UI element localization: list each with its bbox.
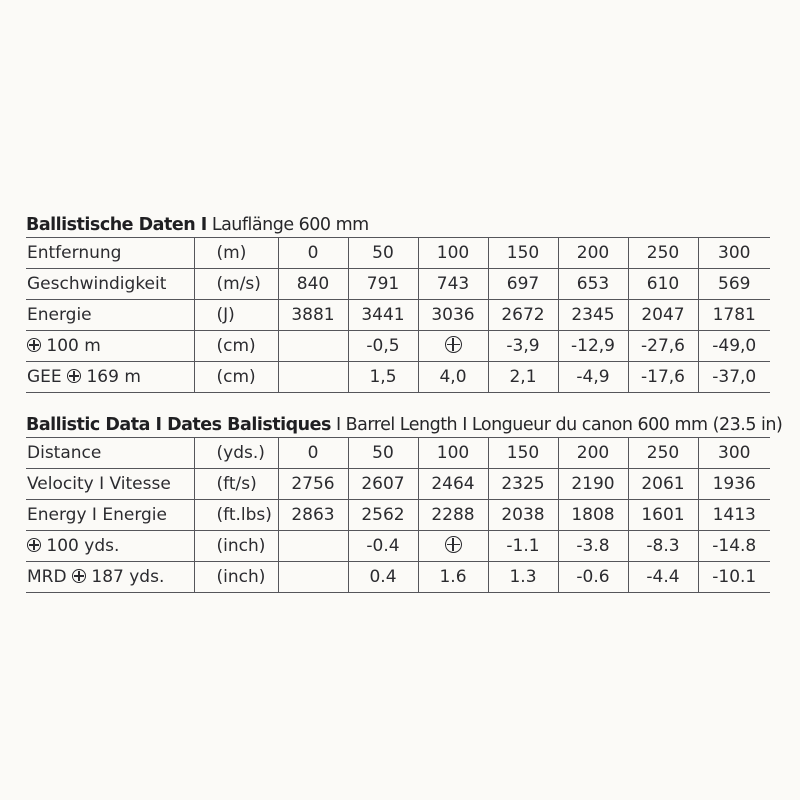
table-cell: 2190 xyxy=(558,469,628,500)
row-label xyxy=(26,362,194,393)
table-row xyxy=(26,531,770,562)
table-row xyxy=(26,500,770,531)
table-cell: 3881 xyxy=(278,300,348,331)
table-cell: 0 xyxy=(278,238,348,269)
row-label-suffix: 187 yds. xyxy=(85,567,165,587)
table-cell xyxy=(418,331,488,362)
table-cell: 2,1 xyxy=(488,362,558,393)
table-cell: 2288 xyxy=(418,500,488,531)
table-cell: 300 xyxy=(698,238,770,269)
row-label: Energie xyxy=(26,300,194,331)
table-row xyxy=(26,469,770,500)
row-unit: (inch) xyxy=(194,562,278,593)
table-cell: 200 xyxy=(558,438,628,469)
table-cell: -12,9 xyxy=(558,331,628,362)
table-cell: 2325 xyxy=(488,469,558,500)
table-cell: -0.6 xyxy=(558,562,628,593)
table-cell: 3036 xyxy=(418,300,488,331)
row-label: Geschwindigkeit xyxy=(26,269,194,300)
row-label-prefix: GEE xyxy=(27,367,68,387)
table-cell: -10.1 xyxy=(698,562,770,593)
row-unit: (inch) xyxy=(194,531,278,562)
table-cell: 791 xyxy=(348,269,418,300)
table-cell: -37,0 xyxy=(698,362,770,393)
table-cell: 697 xyxy=(488,269,558,300)
table-cell: 610 xyxy=(628,269,698,300)
row-unit: (cm) xyxy=(194,331,278,362)
table-cell: 2047 xyxy=(628,300,698,331)
row-label-suffix: 100 yds. xyxy=(41,536,120,556)
table-cell: 743 xyxy=(418,269,488,300)
table-row xyxy=(26,300,770,331)
table-cell xyxy=(278,562,348,593)
table-cell: 2038 xyxy=(488,500,558,531)
data-table xyxy=(26,237,770,393)
table-cell: 1413 xyxy=(698,500,770,531)
row-label: Velocity I Vitesse xyxy=(26,469,194,500)
table-cell: 2672 xyxy=(488,300,558,331)
table-cell xyxy=(418,531,488,562)
table-cell: 250 xyxy=(628,238,698,269)
table-cell: 300 xyxy=(698,438,770,469)
table-cell: 2607 xyxy=(348,469,418,500)
table-cell: 1,5 xyxy=(348,362,418,393)
table-cell xyxy=(278,531,348,562)
table-cell: 2863 xyxy=(278,500,348,531)
crosshair-target-icon xyxy=(27,338,41,352)
table-cell: 100 xyxy=(418,438,488,469)
row-label-suffix: 169 m xyxy=(81,367,141,387)
table-cell xyxy=(278,362,348,393)
table-cell: 2756 xyxy=(278,469,348,500)
row-label xyxy=(26,331,194,362)
table-row xyxy=(26,438,770,469)
crosshair-target-icon xyxy=(67,369,81,383)
table-cell: 1808 xyxy=(558,500,628,531)
caption-rest: Lauflänge 600 mm xyxy=(206,215,369,235)
table-cell: 50 xyxy=(348,438,418,469)
table-cell: 2345 xyxy=(558,300,628,331)
table-cell: 50 xyxy=(348,238,418,269)
table-cell: 1601 xyxy=(628,500,698,531)
table-cell xyxy=(278,331,348,362)
row-label-prefix: MRD xyxy=(27,567,72,587)
caption-bold: Ballistic Data I Dates Balistiques xyxy=(26,415,331,435)
row-label xyxy=(26,531,194,562)
table-cell: 2464 xyxy=(418,469,488,500)
table-cell: -4.4 xyxy=(628,562,698,593)
table-cell: 0 xyxy=(278,438,348,469)
caption-rest: I Barrel Length I Longueur du canon 600 mm (23.5 in) xyxy=(330,415,783,435)
table-cell: -3.8 xyxy=(558,531,628,562)
table-cell: -0,5 xyxy=(348,331,418,362)
table-cell: -14.8 xyxy=(698,531,770,562)
table-cell: 3441 xyxy=(348,300,418,331)
table-cell: 2562 xyxy=(348,500,418,531)
table-caption xyxy=(26,413,783,437)
data-table xyxy=(26,437,770,593)
table-row xyxy=(26,362,770,393)
table-cell: 569 xyxy=(698,269,770,300)
row-unit: (ft.lbs) xyxy=(194,500,278,531)
caption-bold: Ballistische Daten I xyxy=(26,215,207,235)
table-row xyxy=(26,562,770,593)
table-cell: 653 xyxy=(558,269,628,300)
row-label xyxy=(26,562,194,593)
table-cell: 150 xyxy=(488,238,558,269)
table-cell: 1781 xyxy=(698,300,770,331)
table-row xyxy=(26,269,770,300)
row-label: Distance xyxy=(26,438,194,469)
crosshair-target-icon xyxy=(445,536,462,553)
table-cell: 0.4 xyxy=(348,562,418,593)
table-row xyxy=(26,331,770,362)
row-unit: (yds.) xyxy=(194,438,278,469)
table-cell: -27,6 xyxy=(628,331,698,362)
table-row xyxy=(26,238,770,269)
table-caption xyxy=(26,213,770,237)
table-cell: 4,0 xyxy=(418,362,488,393)
row-label: Entfernung xyxy=(26,238,194,269)
table-cell: 150 xyxy=(488,438,558,469)
row-unit: (J) xyxy=(194,300,278,331)
table-cell: 100 xyxy=(418,238,488,269)
table-cell: 200 xyxy=(558,238,628,269)
table-cell: -8.3 xyxy=(628,531,698,562)
row-unit: (cm) xyxy=(194,362,278,393)
row-unit: (m/s) xyxy=(194,269,278,300)
table-cell: 250 xyxy=(628,438,698,469)
table-cell: -1.1 xyxy=(488,531,558,562)
row-label: Energy I Energie xyxy=(26,500,194,531)
crosshair-target-icon xyxy=(72,569,86,583)
table-cell: 2061 xyxy=(628,469,698,500)
crosshair-target-icon xyxy=(445,336,462,353)
table-cell: 1936 xyxy=(698,469,770,500)
table-cell: 840 xyxy=(278,269,348,300)
row-unit: (ft/s) xyxy=(194,469,278,500)
row-unit: (m) xyxy=(194,238,278,269)
table-cell: -4,9 xyxy=(558,362,628,393)
crosshair-target-icon xyxy=(27,538,41,552)
table-cell: -17,6 xyxy=(628,362,698,393)
table-cell: 1.6 xyxy=(418,562,488,593)
table-cell: -49,0 xyxy=(698,331,770,362)
ballistic-table-english xyxy=(26,413,783,593)
table-cell: -3,9 xyxy=(488,331,558,362)
table-cell: -0.4 xyxy=(348,531,418,562)
row-label-suffix: 100 m xyxy=(41,336,101,356)
table-cell: 1.3 xyxy=(488,562,558,593)
ballistic-table-german xyxy=(26,213,770,393)
